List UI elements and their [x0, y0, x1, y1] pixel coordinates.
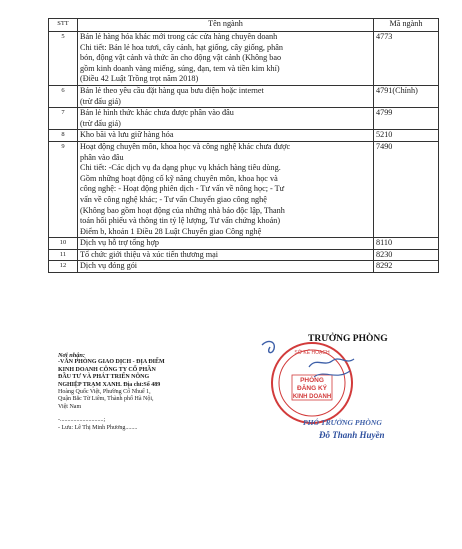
row-code: 4773 — [374, 32, 439, 86]
row-stt: 12 — [49, 261, 78, 273]
row-name — [78, 108, 374, 130]
deputy-title: PHÓ TRƯỞNG PHÒNG — [303, 418, 382, 427]
recipients-title: Nơi nhận: — [58, 352, 86, 359]
header-code: Mã ngành — [374, 19, 439, 32]
row-stt: 7 — [49, 108, 78, 130]
table-row — [49, 249, 439, 261]
row-name-line: (Điều 42 Luật Trồng trọt năm 2018) — [80, 74, 199, 84]
deputy-name: Đỗ Thanh Huyền — [319, 430, 385, 440]
business-lines-table — [48, 18, 439, 273]
table-header-row — [49, 19, 439, 32]
row-name-line: (trừ đấu giá) — [80, 96, 121, 106]
recipients-line: - Lưu: Lê Thị Minh Phương........ — [58, 424, 138, 431]
stamp-text-phong: PHÒNG — [300, 377, 324, 384]
row-name — [78, 32, 374, 86]
row-name — [78, 261, 374, 273]
row-name-line: công nghệ: - Hoạt động phiên dịch - Tư vấn về nông học; - Tư — [80, 184, 285, 194]
recipients-line: KINH DOANH CÔNG TY CỔ PHẦN — [58, 366, 156, 373]
row-name-line: Dịch vụ đóng gói — [80, 261, 138, 271]
stamp-text-dangky: ĐĂNG KÝ — [297, 385, 327, 392]
row-name-line: Điểm b, khoản 1 Điều 28 Luật Chuyển giao Công nghệ — [80, 226, 262, 236]
row-name-line: Chi tiết: -Các dịch vụ đa dạng phục vụ khách hàng tiêu dùng. — [80, 163, 281, 173]
table-row — [49, 108, 439, 130]
table-row — [49, 85, 439, 107]
row-name — [78, 85, 374, 107]
row-name-line: Kho bãi và lưu giữ hàng hóa — [80, 130, 174, 140]
row-code: 8110 — [374, 238, 439, 250]
header-stt: STT — [49, 19, 78, 32]
row-stt: 6 — [49, 85, 78, 107]
header-name: Tên ngành — [78, 19, 374, 32]
row-name-line: Gồm những hoạt động cố kỹ năng chuyên môn, khoa học và — [80, 173, 278, 183]
row-name-line: phân vào đâu — [80, 152, 124, 162]
table-row — [49, 238, 439, 250]
recipients-line: NGHIỆP TRẠM XANH. Địa chỉ:Số 489 — [58, 381, 161, 388]
table-row — [49, 32, 439, 86]
row-stt: 8 — [49, 130, 78, 142]
recipients-block — [58, 352, 208, 432]
row-name-line: Bán lẻ hàng hóa khác mới trong các cửa hàng chuyên doanh — [80, 32, 278, 41]
row-name — [78, 130, 374, 142]
recipients-line: Hoàng Quốc Việt, Phường Cổ Nhuế 1, — [58, 389, 151, 396]
row-code: 5210 — [374, 130, 439, 142]
table-row — [49, 141, 439, 237]
table-row — [49, 130, 439, 142]
row-name-line: (Không bao gồm hoạt động của những nhà báo độc lập, Thanh — [80, 205, 285, 215]
row-stt: 5 — [49, 32, 78, 86]
signature-title: TRƯỞNG PHÒNG — [308, 334, 388, 344]
row-name-line: Bán lẻ theo yêu cầu đặt hàng qua bưu điện hoặc internet — [80, 85, 264, 95]
row-name-line: Dịch vụ hỗ trợ tổng hợp — [80, 238, 159, 248]
row-code: 8292 — [374, 261, 439, 273]
official-stamp — [254, 337, 364, 427]
recipients-line: Việt Nam — [58, 403, 82, 410]
recipients-line: Quận Bắc Từ Liêm, Thành phố Hà Nội, — [58, 396, 154, 403]
recipients-line: -.............................; — [58, 417, 106, 424]
row-name — [78, 249, 374, 261]
row-code: 4799 — [374, 108, 439, 130]
row-code: 4791(Chính) — [374, 85, 439, 107]
row-name-line: Hoạt động chuyên môn, khoa học và công nghệ khác chưa được — [80, 141, 291, 151]
row-name-line: gồm kinh doanh vàng miếng, súng, đạn, tem và tiền kim khí) — [80, 63, 280, 73]
stamp-text-kinhdoanh: KINH DOANH — [292, 394, 332, 400]
row-name-line: Bán lẻ hình thức khác chưa được phân vào đâu — [80, 108, 234, 118]
row-code: 7490 — [374, 141, 439, 237]
row-name-line: (trừ đấu giá) — [80, 118, 121, 128]
stamp-top-text: SỞ KẾ HOẠCH — [294, 350, 330, 356]
recipients-line: -VĂN PHÒNG GIAO DỊCH - ĐỊA ĐIỂM — [58, 359, 165, 366]
row-name-line: bón, động vật cảnh và thức ăn cho động vật cảnh (Không bao — [80, 53, 282, 63]
row-name-line: Chi tiết: Bán lẻ hoa tươi, cây cảnh, hạt giống, cây giống, phân — [80, 42, 283, 52]
row-name — [78, 141, 374, 237]
row-stt: 11 — [49, 249, 78, 261]
row-stt: 9 — [49, 141, 78, 237]
row-name-line: toán hối phiếu và thông tin tỷ lệ lượng, Tư vấn chứng khoán) — [80, 216, 281, 226]
row-name-line: Tổ chức giới thiệu và xúc tiến thương mại — [80, 249, 219, 259]
recipients-line: ĐẦU TƯ VÀ PHÁT TRIỂN NÔNG — [58, 374, 150, 381]
row-name — [78, 238, 374, 250]
row-stt: 10 — [49, 238, 78, 250]
row-code: 8230 — [374, 249, 439, 261]
row-name-line: vấn về công nghệ khác; - Tư vấn Chuyển giao công nghệ — [80, 194, 267, 204]
table-row — [49, 261, 439, 273]
